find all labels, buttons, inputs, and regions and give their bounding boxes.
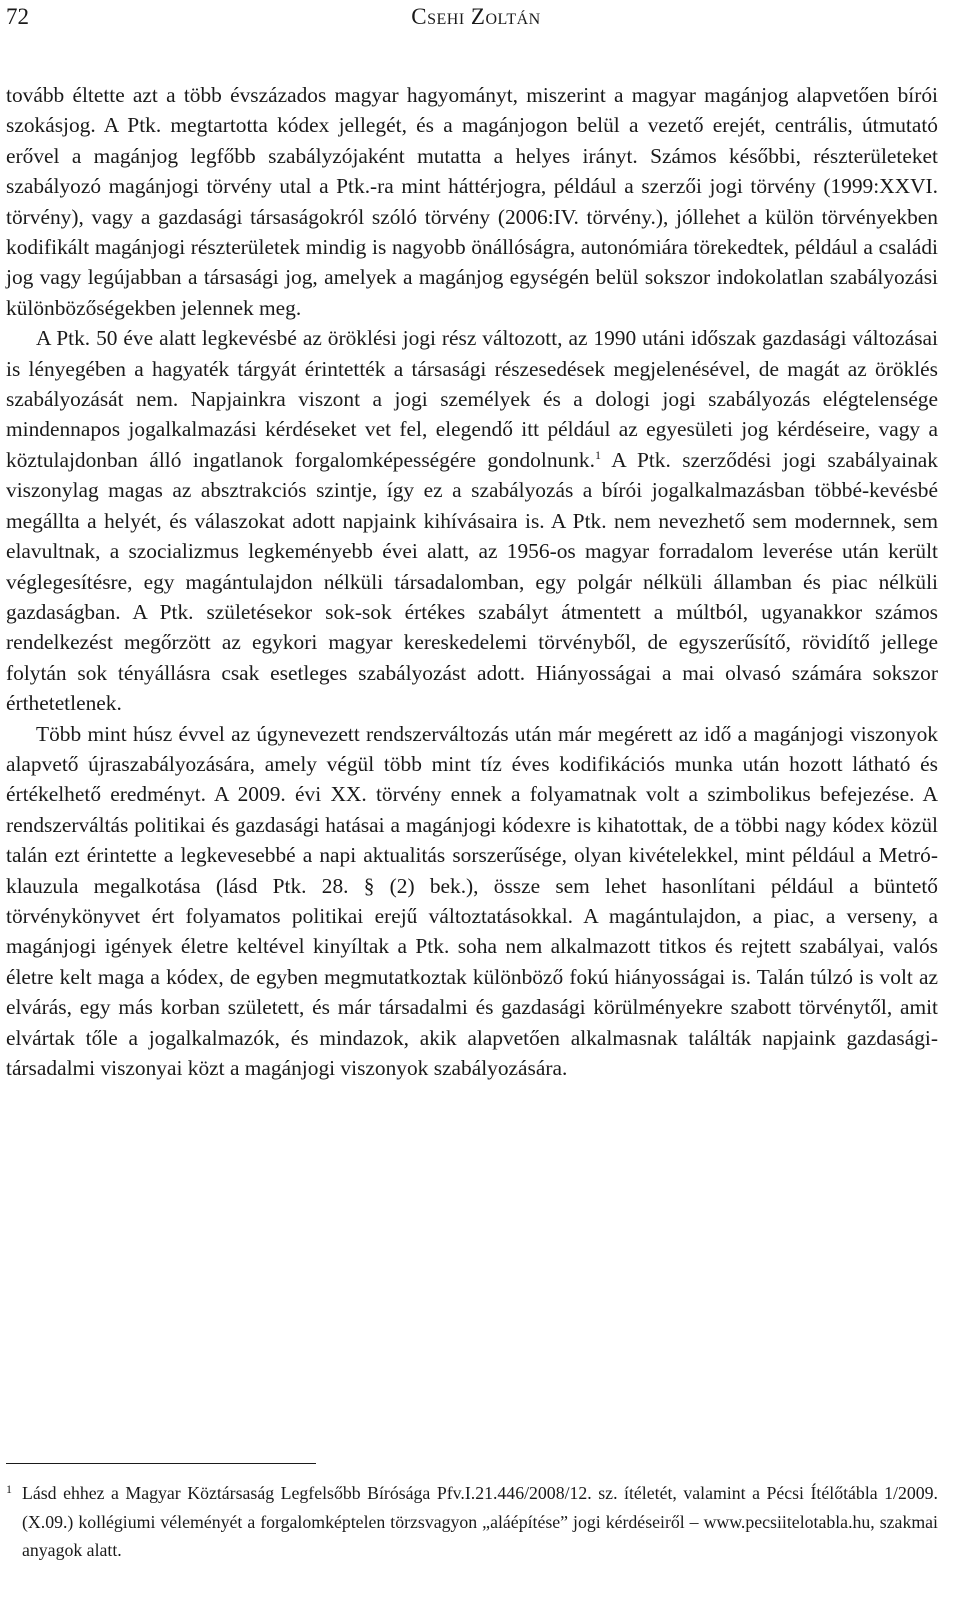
footnote-mark: 1 bbox=[6, 1482, 12, 1496]
page-number: 72 bbox=[6, 4, 29, 29]
paragraph-2-text-b: A Ptk. szerződési jogi szabályainak viszonylag magas az absztrakciós szintje, így ez a szabályozás a bírói jogalkalmazásban többé-kevésbé megállta a helyét, és válaszokat adott napjaink kihívásaira is. A Ptk. nem nevezhető sem modernnek, sem elavultnak, a szocializmus legkeményebb évei alatt, az 1956-os magyar forradalom leverése után került véglegesítésre, egy magántulajdon nélküli társadalomban, egy polgár nélküli államban és piac nélküli gazdaságban. A Ptk. születésekor sok-sok értékes szabályt átmentett a múltból, ugyanakkor számos rendelkezést megőrzött az egykori magyar kereskedelemi törvényből, de egyszerűsítő, rövidítő jellege folytán sok tényállásra csak esetleges szabályozást adott. Hiányosságai a mai olvasó számára sokszor érthetetlenek. bbox=[6, 447, 938, 716]
footnote-text: Lásd ehhez a Magyar Köztársaság Legfelsőbb Bírósága Pfv.I.21.446/2008/12. sz. ítéletét, valamint a Pécsi Ítélőtábla 1/2009. (X.09.) kollégiumi véleményét a forgalomképtelen törzsvagyon „aláépítése” jogi kérdéseiről – www.pecsiitelotabla.hu, szakmai anyagok alatt. bbox=[22, 1483, 938, 1560]
page-header bbox=[6, 2, 946, 32]
paragraph-3-text: Több mint húsz évvel az úgynevezett rendszerváltozás után már megérett az idő a magánjogi viszonyok alapvető újraszabályozására, amely végül több mint tíz éves kodifikációs munka után hozott látható és értékelhető eredményt. A 2009. évi XX. törvény ennek a folyamatnak volt a szimbolikus befejezése. A rendszerváltás politikai és gazdasági hatásai a magánjogi kódexre is kihatottak, de a többi nagy kódex közül talán ezt érintette a legkevesebbé a napi aktualitás sorszerűsége, olyan kivételekkel, mint például a Metró-klauzula megalkotása (lásd Ptk. 28. § (2) bek.), össze sem lehet hasonlítani például a büntető törvénykönyvet ért folyamatos politikai erejű változtatásokkal. A magántulajdon, a piac, a verseny, a magánjogi igények életre keltével kinyíltak a Ptk. soha nem alkalmazott titkos és rejtett szabályai, valós életre kelt maga a kódex, de egyben megmutatkoztak különböző fokú hiányosságai is. Talán túlzó is volt az elvárás, egy más korban született, és már társadalmi és gazdasági körülményekre szabott törvénytől, amit elvártak tőle a jogalkalmazók, és mindazok, akik alapvetően alkalmasnak találták napjaink gazdasági-társadalmi viszonyai közt a magánjogi viszonyok szabályozására. bbox=[6, 721, 938, 1080]
paragraph-1-text: tovább éltette azt a több évszázados magyar hagyományt, miszerint a magyar magánjog alapvetően bírói szokásjog. A Ptk. megtartotta kódex jellegét, és a magánjogon belül a vezető erejét, centrális, útmutató erővel a magánjog legfőbb szabályzójaként mutatta a helyes irányt. Számos későbbi, részterületeket szabályozó magánjogi törvény utal a Ptk.-ra mint háttérjogra, például a szerzői jogi törvény (1999:XXVI. törvény), vagy a gazdasági társaságokról szóló törvény (2006:IV. törvény.), jóllehet a külön törvényekben kodifikált magánjogi részterületek mindig is nagyobb önállóságra, autonómiára törekedtek, például a családi jog vagy legújabban a társasági jog, amelyek a magánjog egységén belül sokszor indokolatlan szabályozási különbözőségekben jelennek meg. bbox=[6, 83, 938, 320]
running-head: Csehi Zoltán bbox=[411, 4, 541, 29]
paragraph-2 bbox=[6, 323, 938, 718]
footnote bbox=[6, 1479, 938, 1565]
body-text bbox=[6, 80, 938, 1083]
footnote-separator bbox=[6, 1463, 316, 1464]
footnote-reference[interactable]: 1 bbox=[594, 447, 601, 462]
paragraph-1 bbox=[6, 80, 938, 323]
paragraph-2-text-a: A Ptk. 50 éve alatt legkevésbé az öröklési jogi rész változott, az 1990 utáni időszak gazdasági változásai is lényegében a hagyaték tárgyát érintették a társasági részesedések megjelenésével, de magát az öröklés szabályozását nem. Napjainkra viszont a jogi személyek és a dologi jogi szabályozás elégtelensége mindennapos jogalkalmazási kérdéseket vet fel, elegendő itt például az egyesületi jog kérdéseire, vagy a köztulajdonban álló ingatlanok forgalomképességére gondolnunk. bbox=[6, 326, 938, 472]
paragraph-3 bbox=[6, 719, 938, 1084]
